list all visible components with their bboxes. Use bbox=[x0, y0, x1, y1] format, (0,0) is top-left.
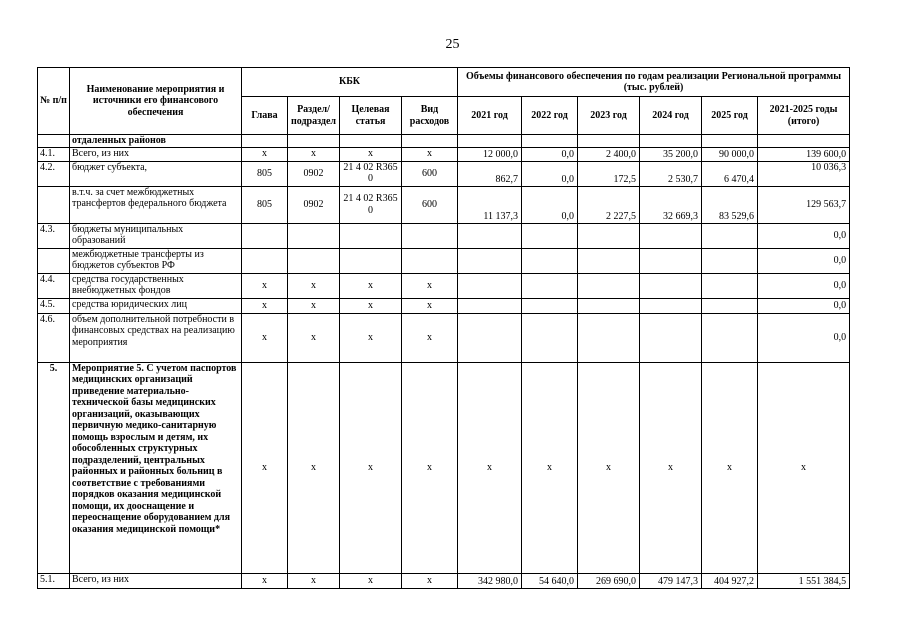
cell-vid: х bbox=[402, 313, 458, 362]
cell-num bbox=[38, 248, 70, 273]
cell-total: 129 563,7 bbox=[758, 186, 850, 223]
cell-name: объем дополнительной потребности в финансовых средствах на реализацию мероприятия bbox=[70, 313, 242, 362]
cell-glava: х bbox=[242, 298, 288, 313]
cell-glava: х bbox=[242, 147, 288, 161]
header-y2024: 2024 год bbox=[640, 97, 702, 135]
cell-y2021: 11 137,3 bbox=[458, 186, 522, 223]
cell-name: бюджет субъекта, bbox=[70, 161, 242, 186]
header-y2021: 2021 год bbox=[458, 97, 522, 135]
financing-table bbox=[37, 67, 850, 589]
cell-statya: х bbox=[340, 362, 402, 573]
cell-razdel: х bbox=[288, 313, 340, 362]
cell-name: Мероприятие 5. С учетом паспортов медицинских организаций приведение материально-технической базы медицинских организаций, оказывающих первичную медико-санитарную помощь взрослым и детям, их обособленных структурных подразделений, центральных районных и районных больниц в соответствие с требованиями порядков оказания медицинской помощи, их дооснащение и переоснащение оборудованием для оказания медицинской помощи* bbox=[70, 362, 242, 573]
cell-y2024: 2 530,7 bbox=[640, 161, 702, 186]
cell-razdel: х bbox=[288, 298, 340, 313]
cell-y2024: х bbox=[640, 362, 702, 573]
cell-y2023: х bbox=[578, 362, 640, 573]
cell-statya: х bbox=[340, 313, 402, 362]
table-row bbox=[38, 313, 850, 362]
cell-total: 139 600,0 bbox=[758, 147, 850, 161]
cell-y2021: 12 000,0 bbox=[458, 147, 522, 161]
cell-y2023: 269 690,0 bbox=[578, 573, 640, 588]
header-kbk: КБК bbox=[242, 68, 458, 97]
cell-num: 4.5. bbox=[38, 298, 70, 313]
table-row bbox=[38, 186, 850, 223]
cell-y2021: 342 980,0 bbox=[458, 573, 522, 588]
cell-num bbox=[38, 186, 70, 223]
cell-y2025: 6 470,4 bbox=[702, 161, 758, 186]
cell-statya: х bbox=[340, 298, 402, 313]
cell-y2021: 862,7 bbox=[458, 161, 522, 186]
cell-total: 0,0 bbox=[758, 298, 850, 313]
cell-y2025: 90 000,0 bbox=[702, 147, 758, 161]
cell-total: х bbox=[758, 362, 850, 573]
cell-vid: 600 bbox=[402, 161, 458, 186]
cell-total: 0,0 bbox=[758, 273, 850, 298]
cell-name: бюджеты муниципальных образований bbox=[70, 223, 242, 248]
header-y2023: 2023 год bbox=[578, 97, 640, 135]
cell-glava: 805 bbox=[242, 161, 288, 186]
cell-y2022: 0,0 bbox=[522, 161, 578, 186]
cell-num: 4.1. bbox=[38, 147, 70, 161]
cell-razdel: 0902 bbox=[288, 186, 340, 223]
cell-vid: х bbox=[402, 273, 458, 298]
cell-name: средства юридических лиц bbox=[70, 298, 242, 313]
cell-num: 4.2. bbox=[38, 161, 70, 186]
header-name: Наименование мероприятия и источники его финансового обеспечения bbox=[70, 68, 242, 135]
cell-y2022: х bbox=[522, 362, 578, 573]
header-glava: Глава bbox=[242, 97, 288, 135]
cell-statya: 21 4 02 R365 0 bbox=[340, 186, 402, 223]
table-row bbox=[38, 147, 850, 161]
cell-glava: х bbox=[242, 313, 288, 362]
cell-glava: х bbox=[242, 273, 288, 298]
cell-name: отдаленных районов bbox=[70, 135, 242, 148]
cell-y2022: 54 640,0 bbox=[522, 573, 578, 588]
cell-y2024: 479 147,3 bbox=[640, 573, 702, 588]
cell-y2024: 32 669,3 bbox=[640, 186, 702, 223]
cell-razdel: х bbox=[288, 573, 340, 588]
cell-razdel: 0902 bbox=[288, 161, 340, 186]
cell-razdel: х bbox=[288, 362, 340, 573]
cell-y2025: 83 529,6 bbox=[702, 186, 758, 223]
cell-y2023: 2 400,0 bbox=[578, 147, 640, 161]
cell-total: 0,0 bbox=[758, 223, 850, 248]
cell-glava: х bbox=[242, 362, 288, 573]
header-num: № п/п bbox=[38, 68, 70, 135]
cell-vid: х bbox=[402, 298, 458, 313]
cell-vid: 600 bbox=[402, 186, 458, 223]
page-number: 25 bbox=[445, 37, 460, 52]
cell-y2021: х bbox=[458, 362, 522, 573]
cell-statya: х bbox=[340, 147, 402, 161]
cell-name: межбюджетные трансферты из бюджетов субъектов РФ bbox=[70, 248, 242, 273]
cell-statya: 21 4 02 R365 0 bbox=[340, 161, 402, 186]
cell-y2023: 2 227,5 bbox=[578, 186, 640, 223]
table-row bbox=[38, 135, 850, 148]
table-row bbox=[38, 223, 850, 248]
cell-y2023: 172,5 bbox=[578, 161, 640, 186]
cell-num: 5.1. bbox=[38, 573, 70, 588]
cell-razdel: х bbox=[288, 147, 340, 161]
cell-statya: х bbox=[340, 573, 402, 588]
table-row bbox=[38, 273, 850, 298]
header-vid: Вид расходов bbox=[402, 97, 458, 135]
table-row bbox=[38, 161, 850, 186]
cell-name: средства государственных внебюджетных фондов bbox=[70, 273, 242, 298]
header-y2025: 2025 год bbox=[702, 97, 758, 135]
cell-y2022: 0,0 bbox=[522, 147, 578, 161]
table-row bbox=[38, 248, 850, 273]
header-y2022: 2022 год bbox=[522, 97, 578, 135]
cell-num bbox=[38, 135, 70, 148]
header-razdel: Раздел/ подраздел bbox=[288, 97, 340, 135]
header-statya: Целевая статья bbox=[340, 97, 402, 135]
cell-total: 0,0 bbox=[758, 248, 850, 273]
header-total: 2021-2025 годы (итого) bbox=[758, 97, 850, 135]
table-row bbox=[38, 298, 850, 313]
cell-num: 4.4. bbox=[38, 273, 70, 298]
cell-glava: х bbox=[242, 573, 288, 588]
cell-name: в.т.ч. за счет межбюджетных трансфертов федерального бюджета bbox=[70, 186, 242, 223]
cell-num: 5. bbox=[38, 362, 70, 573]
cell-name: Всего, из них bbox=[70, 147, 242, 161]
cell-glava: 805 bbox=[242, 186, 288, 223]
cell-statya: х bbox=[340, 273, 402, 298]
cell-total: 10 036,3 bbox=[758, 161, 850, 186]
cell-num: 4.6. bbox=[38, 313, 70, 362]
header-funding: Объемы финансового обеспечения по годам реализации Региональной программы (тыс. рублей) bbox=[458, 68, 850, 97]
cell-y2025: 404 927,2 bbox=[702, 573, 758, 588]
cell-total: 0,0 bbox=[758, 313, 850, 362]
cell-name: Всего, из них bbox=[70, 573, 242, 588]
cell-vid: х bbox=[402, 147, 458, 161]
cell-y2022: 0,0 bbox=[522, 186, 578, 223]
cell-vid: х bbox=[402, 573, 458, 588]
cell-num: 4.3. bbox=[38, 223, 70, 248]
table-row bbox=[38, 362, 850, 573]
cell-y2025: х bbox=[702, 362, 758, 573]
cell-vid: х bbox=[402, 362, 458, 573]
cell-total: 1 551 384,5 bbox=[758, 573, 850, 588]
cell-razdel: х bbox=[288, 273, 340, 298]
table-row bbox=[38, 573, 850, 588]
cell-y2024: 35 200,0 bbox=[640, 147, 702, 161]
